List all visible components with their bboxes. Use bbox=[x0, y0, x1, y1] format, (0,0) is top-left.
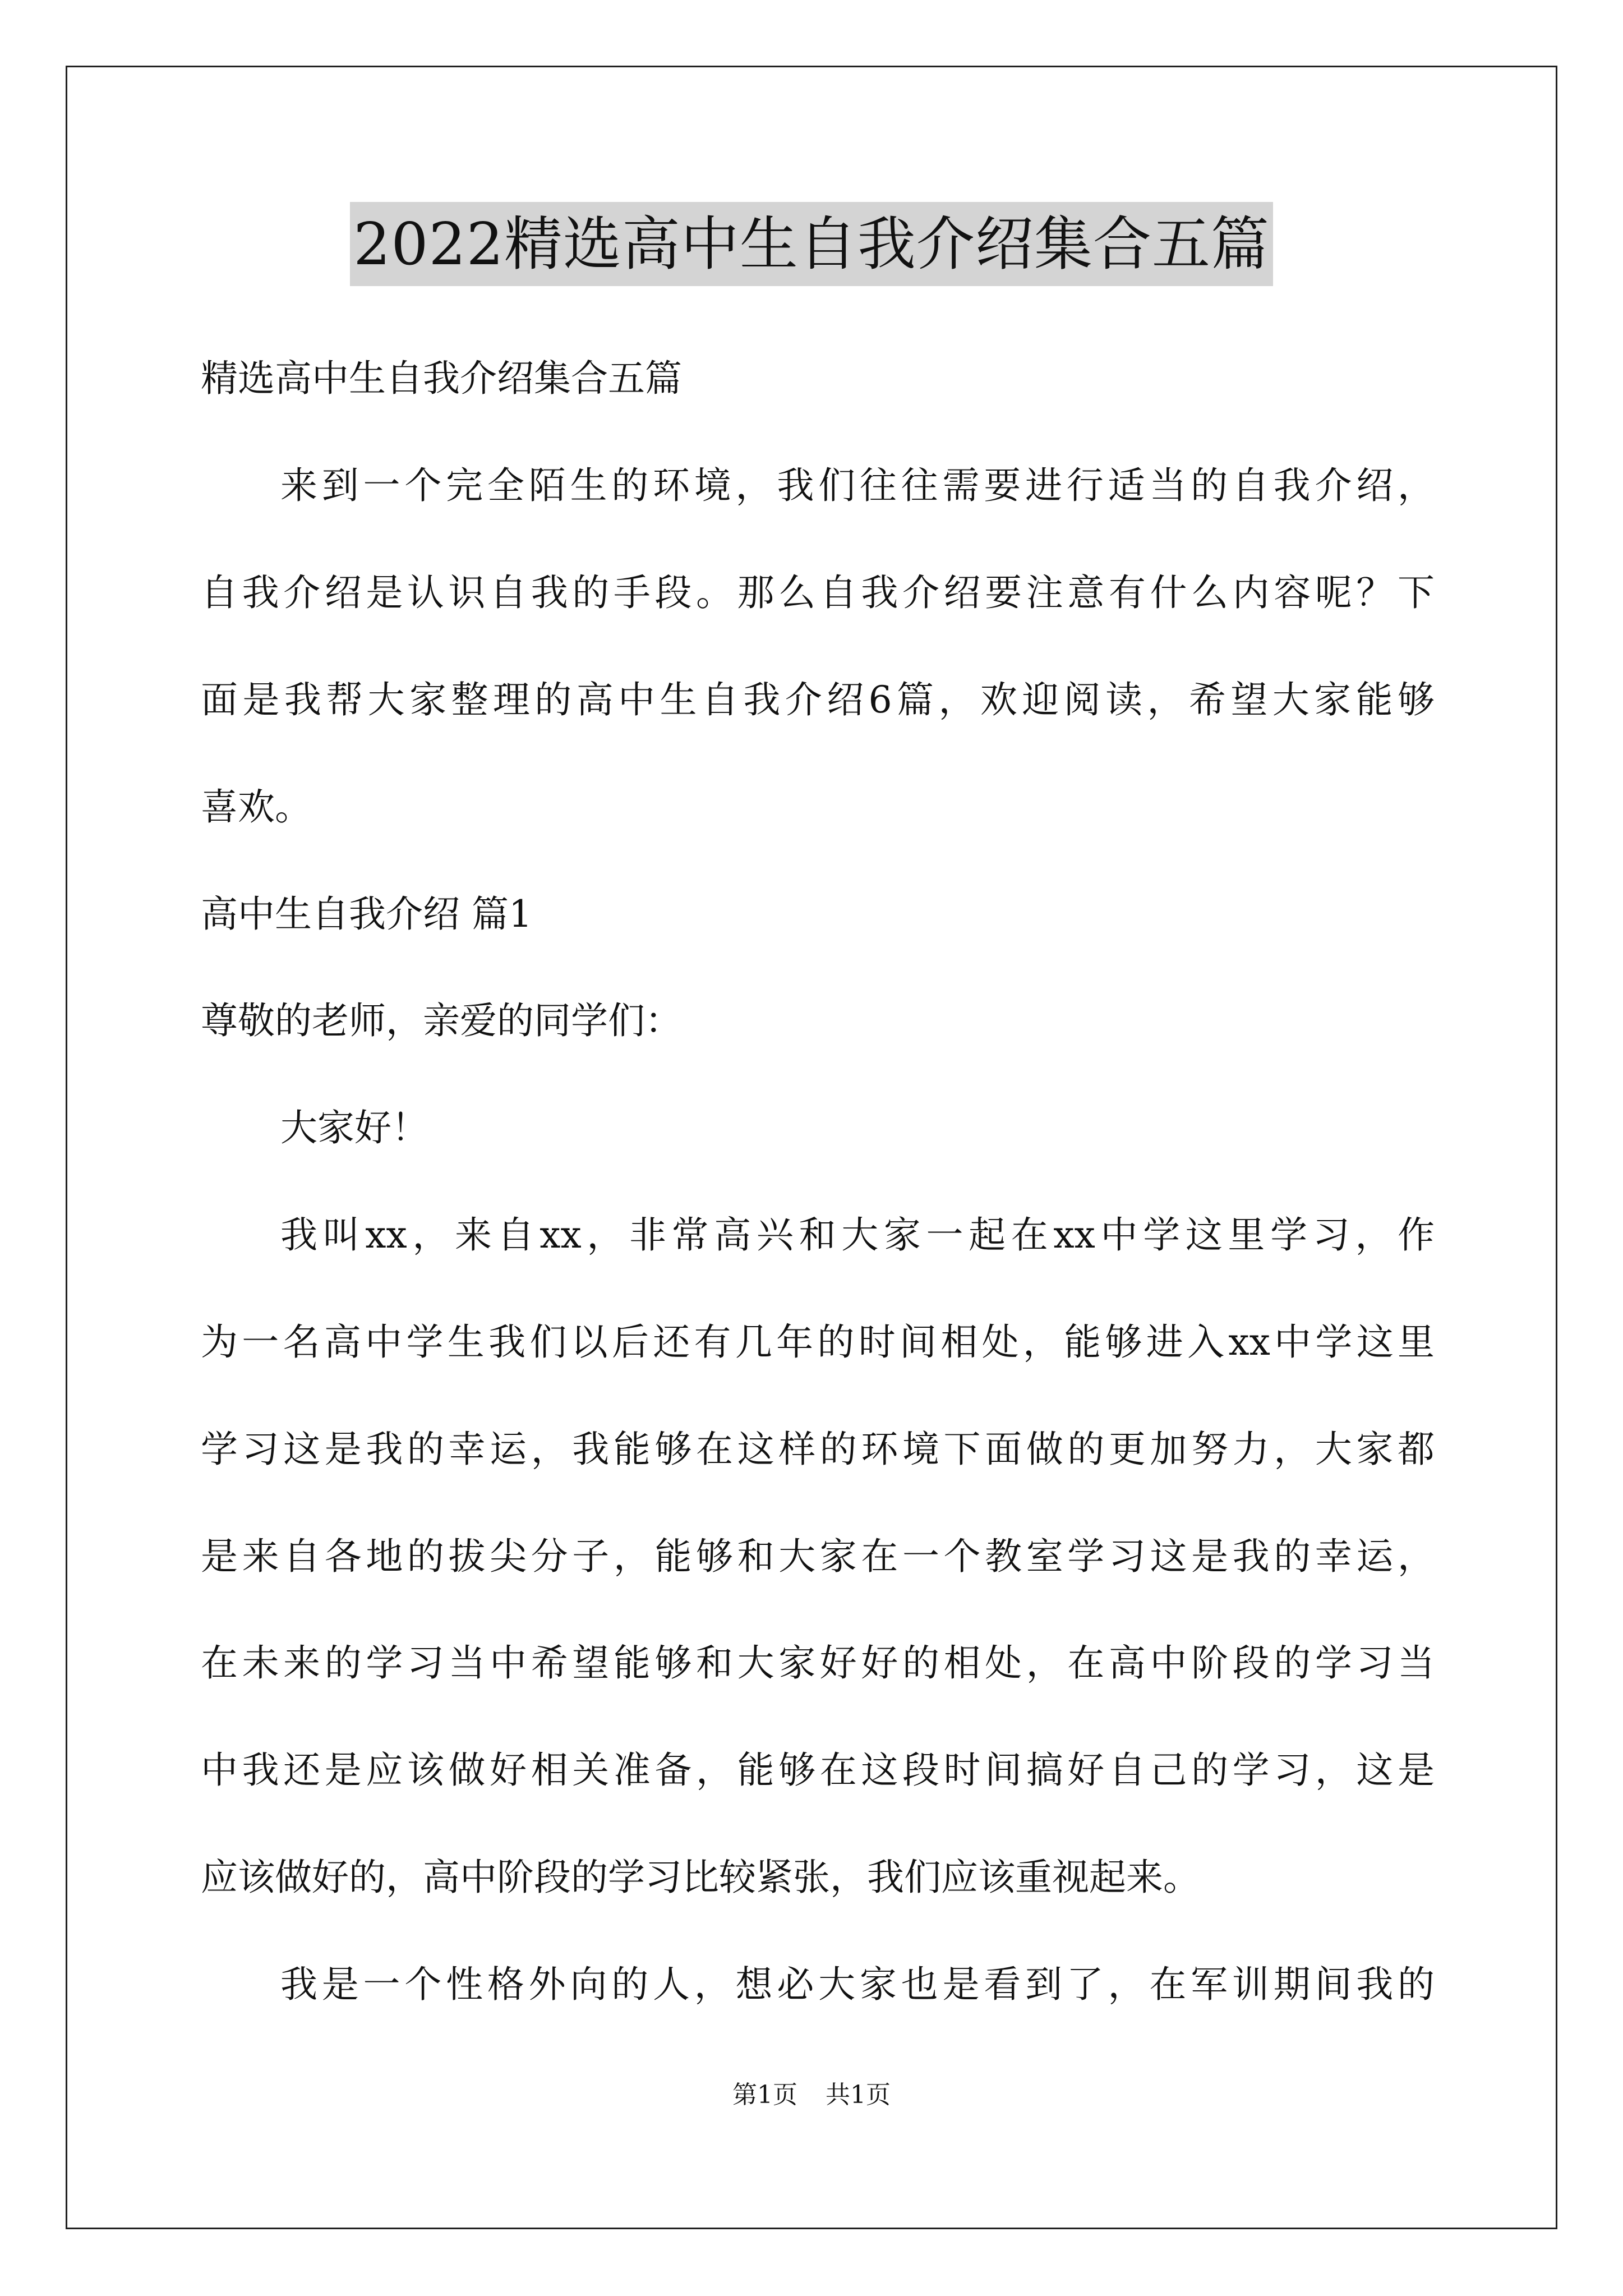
section-heading: 高中生自我介绍 篇1 bbox=[201, 892, 532, 936]
paragraph-line: 我叫xx，来自xx，非常高兴和大家一起在xx中学这里学习，作 bbox=[280, 1213, 1435, 1257]
intro-line: 来到一个完全陌生的环境，我们往往需要进行适当的自我介绍， bbox=[280, 464, 1435, 507]
paragraph-line: 我是一个性格外向的人，想必大家也是看到了，在军训期间我的 bbox=[280, 1963, 1435, 2006]
intro-line: 喜欢。 bbox=[201, 785, 312, 829]
intro-line: 面是我帮大家整理的高中生自我介绍6篇，欢迎阅读，希望大家能够 bbox=[201, 678, 1435, 721]
paragraph-line: 应该做好的，高中阶段的学习比较紧张，我们应该重视起来。 bbox=[201, 1856, 1200, 1899]
paragraph-line: 中我还是应该做好相关准备，能够在这段时间搞好自己的学习，这是 bbox=[201, 1749, 1435, 1792]
document-title: 2022精选高中生自我介绍集合五篇 bbox=[350, 202, 1273, 286]
paragraph-line: 为一名高中学生我们以后还有几年的时间相处，能够进入xx中学这里 bbox=[201, 1320, 1435, 1364]
paragraph-line: 在未来的学习当中希望能够和大家好好的相处，在高中阶段的学习当 bbox=[201, 1641, 1435, 1685]
page-number: 第1页 bbox=[732, 2081, 797, 2109]
page-footer bbox=[0, 2078, 1623, 2112]
paragraph-line: 是来自各地的拔尖分子，能够和大家在一个教室学习这是我的幸运， bbox=[201, 1535, 1435, 1578]
paragraph-line: 学习这是我的幸运，我能够在这样的环境下面做的更加努力，大家都 bbox=[201, 1428, 1435, 1471]
title-block bbox=[0, 202, 1623, 286]
greeting: 大家好！ bbox=[280, 1106, 428, 1149]
document-subtitle: 精选高中生自我介绍集合五篇 bbox=[201, 357, 682, 400]
intro-line: 自我介绍是认识自我的手段。那么自我介绍要注意有什么内容呢？下 bbox=[201, 571, 1435, 614]
salutation: 尊敬的老师，亲爱的同学们： bbox=[201, 999, 682, 1042]
page-total: 共1页 bbox=[826, 2081, 891, 2109]
